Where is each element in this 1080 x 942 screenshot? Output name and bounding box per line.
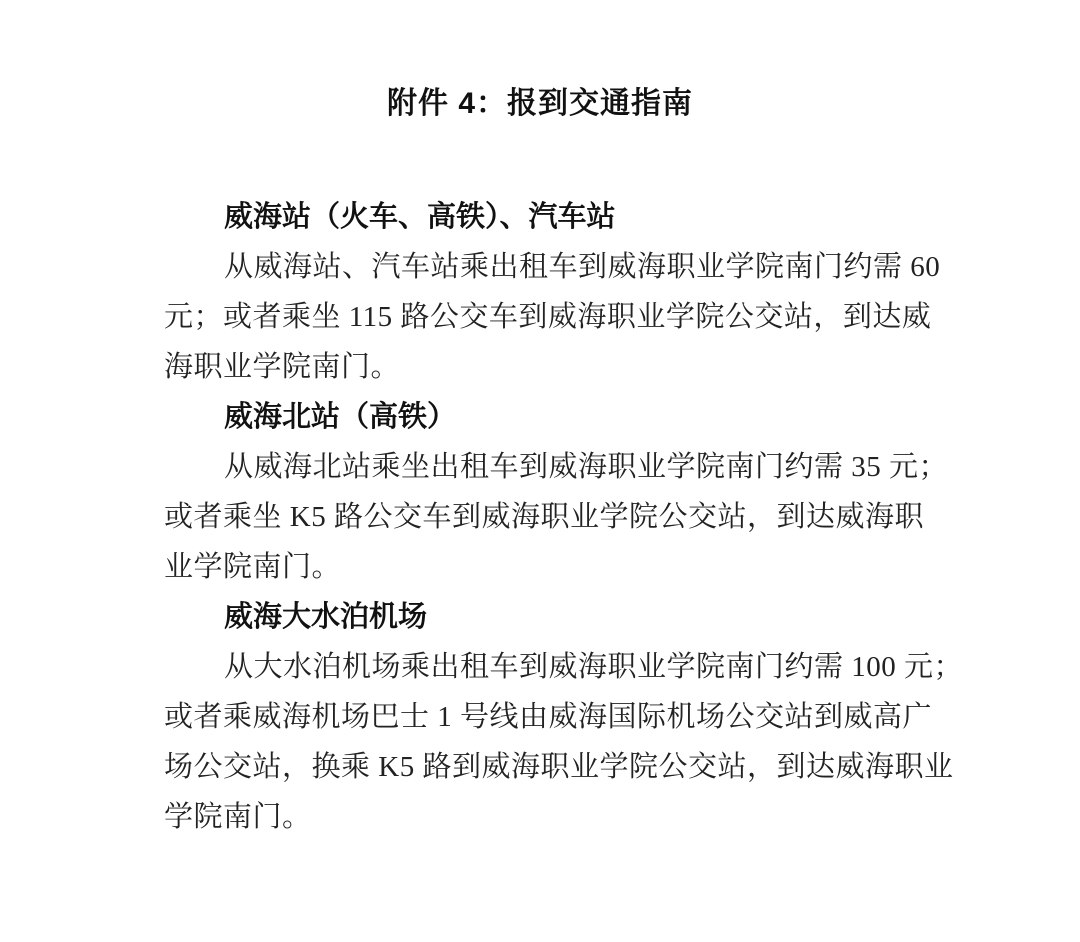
body-line: 从大水泊机场乘出租车到威海职业学院南门约需 100 元； xyxy=(224,651,964,683)
section-weihai-station xyxy=(164,192,941,392)
body-line: 海职业学院南门。 xyxy=(164,351,401,383)
document-body xyxy=(164,192,964,842)
section-weihai-north-station xyxy=(164,392,949,592)
body-line: 或者乘威海机场巴士 1 号线由威海国际机场公交站到威高广 xyxy=(164,701,933,733)
body-line: 学院南门。 xyxy=(164,801,312,833)
document-title: 附件 4：报到交通指南 xyxy=(386,87,694,120)
body-line: 或者乘坐 K5 路公交车到威海职业学院公交站，到达威海职 xyxy=(164,501,924,533)
section-weihai-dashuibo-airport xyxy=(164,592,964,842)
body-line: 从威海站、汽车站乘出租车到威海职业学院南门约需 60 xyxy=(224,251,941,283)
body-line: 业学院南门。 xyxy=(164,551,342,583)
section-heading-weihai-dashuibo-airport: 威海大水泊机场 xyxy=(224,601,428,633)
section-heading-weihai-north-station: 威海北站（高铁） xyxy=(224,401,457,433)
body-line: 从威海北站乘坐出租车到威海职业学院南门约需 35 元； xyxy=(224,451,949,483)
body-line: 元；或者乘坐 115 路公交车到威海职业学院公交站，到达威 xyxy=(164,301,932,333)
body-line: 场公交站，换乘 K5 路到威海职业学院公交站，到达威海职业 xyxy=(164,751,954,783)
section-heading-weihai-station: 威海站（火车、高铁）、汽车站 xyxy=(224,201,616,233)
